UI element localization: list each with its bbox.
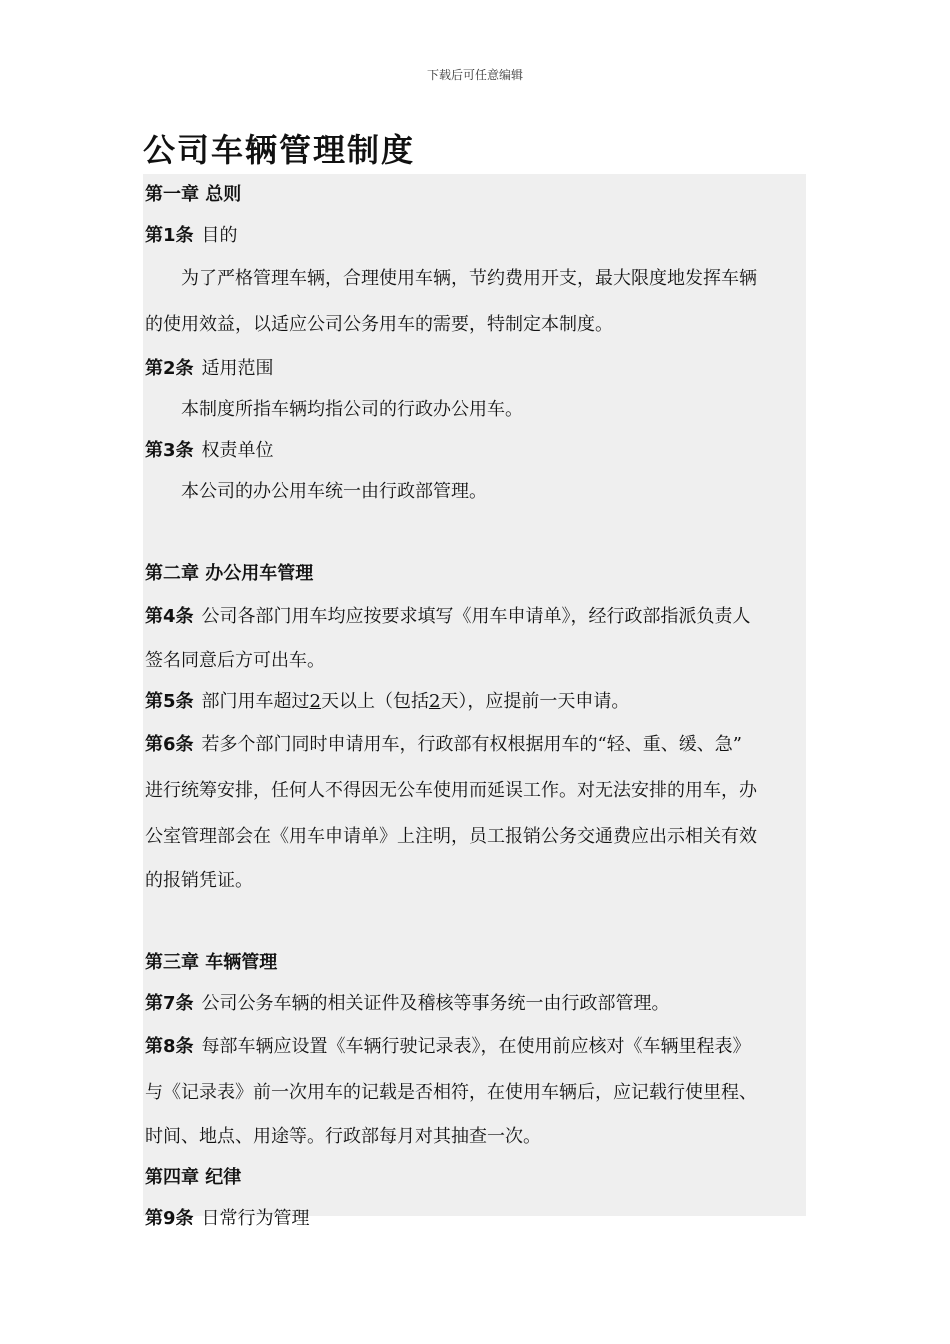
article-1 [145,215,805,256]
paragraph-line: 为了严格管理车辆，合理使用车辆，节约费用开支，最大限度地发挥车辆 [181,268,757,289]
article-title: 适用范围 [201,358,274,379]
spacer [145,512,805,553]
document-title: 公司车辆管理制度 [143,131,416,169]
article-text-part: 部门用车超过 [201,691,310,712]
underlined-number: 2 [309,691,321,712]
article-text: 公司各部门用车均应按要求填写《用车申请单》，经行政部指派负责人 [201,606,751,627]
article-number: 第4条 [145,606,194,627]
article-3 [145,430,805,471]
article-number: 第3条 [145,440,194,461]
paragraph-line: 签名同意后方可出车。 [145,650,325,671]
paragraph-line: 本公司的办公用车统一由行政部管理。 [181,481,487,502]
chapter-4-heading: 第四章 纪律 [145,1167,242,1188]
article-title: 日常行为管理 [201,1208,310,1229]
document-body [145,174,805,1239]
article-number: 第5条 [145,691,194,712]
article-number: 第1条 [145,225,194,246]
article-title: 权责单位 [201,440,274,461]
paragraph-line: 公室管理部会在《用车申请单》上注明，员工报销公务交通费应出示相关有效 [145,826,757,847]
paragraph-line: 的报销凭证。 [145,870,253,891]
article-text: 每部车辆应设置《车辆行驶记录表》，在使用前应核对《车辆里程表》 [201,1036,751,1057]
article-9 [145,1198,805,1239]
article-number: 第8条 [145,1036,194,1057]
paragraph-line: 时间、地点、用途等。行政部每月对其抽查一次。 [145,1126,541,1147]
spacer [145,901,805,942]
article-text-part: 天），应提前一天申请。 [440,691,630,712]
article-text: 若多个部门同时申请用车，行政部有权根据用车的“轻、重、缓、急” [201,734,742,755]
article-number: 第6条 [145,734,194,755]
article-5 [145,681,805,722]
article-number: 第7条 [145,993,194,1014]
article-text-part: 天以上（包括 [320,691,429,712]
chapter-2-heading: 第二章 办公用车管理 [145,563,314,584]
article-8 [145,1024,805,1070]
paragraph-line: 的使用效益，以适应公司公务用车的需要，特制定本制度。 [145,314,613,335]
article-7 [145,983,805,1024]
chapter-1-heading: 第一章 总则 [145,184,242,205]
paragraph-line: 进行统筹安排，任何人不得因无公车使用而延误工作。对无法安排的用车，办 [145,780,757,801]
article-text: 公司公务车辆的相关证件及稽核等事务统一由行政部管理。 [201,993,670,1014]
article-6 [145,722,805,768]
article-4 [145,594,805,640]
article-2 [145,348,805,389]
underlined-number: 2 [428,691,441,712]
header-note: 下载后可任意编辑 [426,68,523,82]
article-title: 目的 [201,225,238,246]
chapter-3-heading: 第三章 车辆管理 [145,952,278,973]
article-number: 第9条 [145,1208,194,1229]
article-number: 第2条 [145,358,194,379]
paragraph-line: 与《记录表》前一次用车的记载是否相符，在使用车辆后，应记载行使里程、 [145,1082,757,1103]
paragraph-line: 本制度所指车辆均指公司的行政办公用车。 [181,399,523,420]
